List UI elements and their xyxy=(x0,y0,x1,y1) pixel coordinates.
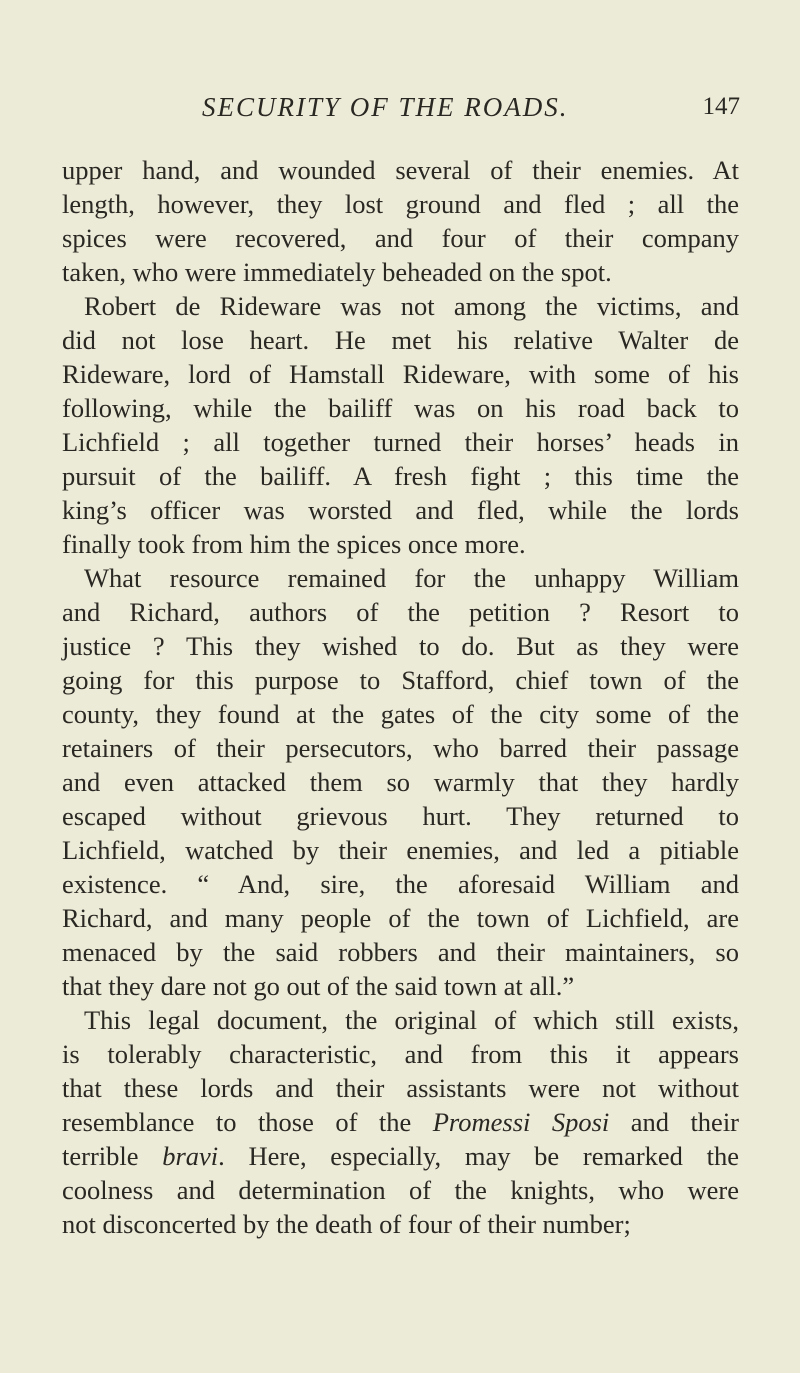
text-line: is tolerably characteristic, and from this it appears xyxy=(62,1039,739,1069)
page-header xyxy=(0,92,800,132)
text-line: existence. “ And, sire, the aforesaid William and xyxy=(62,869,739,899)
text-line: escaped without grievous hurt. They returned to xyxy=(62,801,739,831)
running-head: SECURITY OF THE ROADS. xyxy=(202,92,569,122)
page-number: 147 xyxy=(702,93,740,120)
text-line: pursuit of the bailiff. A fresh fight ; this time the xyxy=(62,461,739,491)
text-line: did not lose heart. He met his relative Walter de xyxy=(62,325,739,355)
text-line: that these lords and their assistants were not without xyxy=(62,1073,739,1103)
text-line: not disconcerted by the death of four of their number; xyxy=(62,1209,631,1239)
text-line: coolness and determination of the knights, who were xyxy=(62,1175,739,1205)
text-line: following, while the bailiff was on his road back to xyxy=(62,393,739,423)
text-line: king’s officer was worsted and fled, while the lords xyxy=(62,495,739,525)
text-line: retainers of their persecutors, who barred their passage xyxy=(62,733,739,763)
text-line: going for this purpose to Stafford, chief town of the xyxy=(62,665,739,695)
text-line: justice ? This they wished to do. But as they were xyxy=(62,631,739,661)
text-line: finally took from him the spices once more. xyxy=(62,529,526,559)
body-text xyxy=(62,153,739,1241)
text-line: that they dare not go out of the said town at all.” xyxy=(62,971,575,1001)
text-line: Rideware, lord of Hamstall Rideware, with some of his xyxy=(62,359,739,389)
text-line: county, they found at the gates of the city some of the xyxy=(62,699,739,729)
text-line: and Richard, authors of the petition ? Resort to xyxy=(62,597,739,627)
text-line: Richard, and many people of the town of Lichfield, are xyxy=(62,903,739,933)
text-line: resemblance to those of the Promessi Sposi and their xyxy=(62,1107,740,1137)
text-line: taken, who were immediately beheaded on the spot. xyxy=(62,257,612,287)
text-line: spices were recovered, and four of their company xyxy=(62,223,739,253)
text-line: menaced by the said robbers and their maintainers, so xyxy=(62,937,739,967)
text-line: Lichfield, watched by their enemies, and led a pitiable xyxy=(62,835,739,865)
text-line: and even attacked them so warmly that they hardly xyxy=(62,767,739,797)
text-line: Lichfield ; all together turned their horses’ heads in xyxy=(62,427,739,457)
text-line: What resource remained for the unhappy William xyxy=(84,563,739,593)
text-line: length, however, they lost ground and fled ; all the xyxy=(62,189,739,219)
text-line: upper hand, and wounded several of their enemies. At xyxy=(62,155,739,185)
text-line: Robert de Rideware was not among the victims, and xyxy=(84,291,739,321)
text-line: This legal document, the original of which still exists, xyxy=(84,1005,739,1035)
text-line: terrible bravi. Here, especially, may be remarked the xyxy=(62,1141,739,1171)
